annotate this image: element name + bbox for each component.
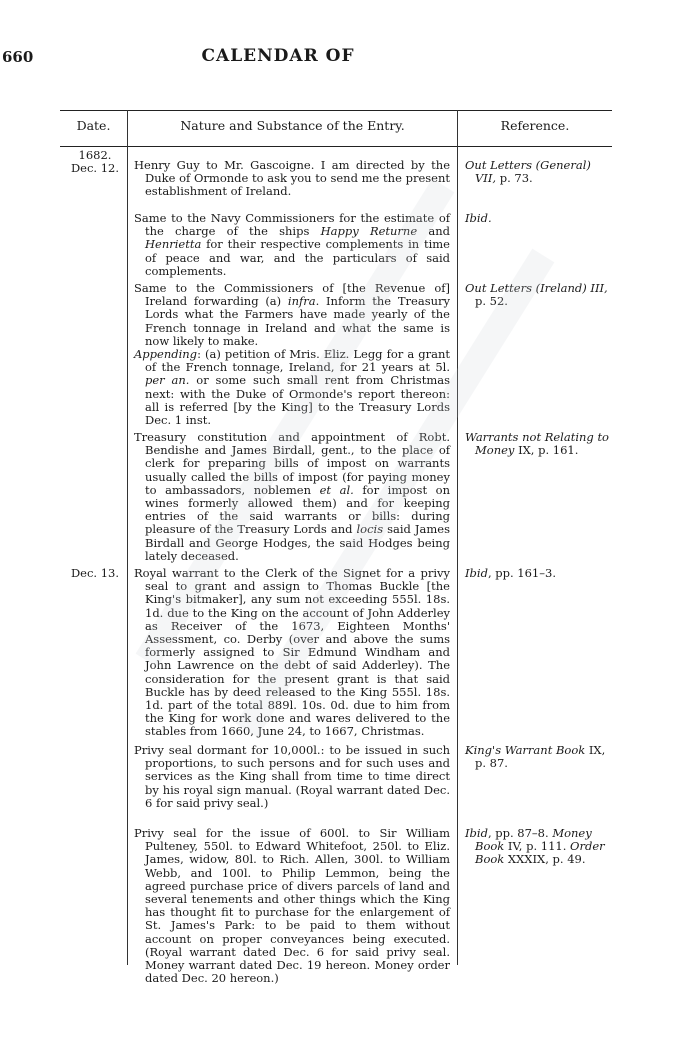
reference-page: , pp. 87–8. bbox=[487, 826, 553, 840]
reference-source: Ibid bbox=[465, 826, 488, 840]
reference-page: p. 52. bbox=[475, 294, 508, 309]
column-header-reference: Reference. bbox=[500, 118, 570, 133]
page-number: 660 bbox=[2, 48, 34, 66]
entry-text: . Inform the Treasury Lords what the Farmers have made yearly of the French tonnage in Ireland and what the same is now likely to make. bbox=[145, 294, 450, 348]
reference-source: Order Book bbox=[475, 839, 605, 867]
date-year: 1682. bbox=[78, 148, 112, 162]
entry-3 bbox=[134, 282, 450, 427]
entry-text: Privy seal for the issue of 600l. to Sir William Pulteney, 550l. to Edward Whitefoot, 250l. to Eliz. James, widow, 80l. to Rich. Allen, 300l. to William Webb, and 100l. to Philip Lemmon, being the agreed purchase price of divers parcels of land and several tenements and other things which the King has thought fit to purchase for the enlargement of St. James's Park: to be paid to them without account on proper conveyances being executed. (Royal warrant dated Dec. 6 for said privy seal. Money warrant dated Dec. 19 hereon. Money order dated Dec. 20 hereon.) bbox=[134, 826, 450, 986]
reference-7 bbox=[465, 827, 613, 867]
reference-page: IV, p. 111. bbox=[504, 839, 571, 854]
reference-source: Out Letters (Ireland) III, bbox=[465, 281, 608, 295]
reference-source: Ibid bbox=[465, 566, 488, 580]
entry-text: Henry Guy to Mr. Gascoigne. I am directed by the Duke of Ormonde to ask you to send me the present establishment of Ireland. bbox=[134, 158, 450, 199]
entry-5 bbox=[134, 567, 450, 739]
entry-text: Same to the Commissioners of [the Revenue of] Ireland forwarding (a) bbox=[134, 281, 450, 309]
entry-6 bbox=[134, 744, 450, 810]
reference-source: King's Warrant Book bbox=[465, 743, 586, 757]
reference-source: Money Book bbox=[475, 826, 592, 854]
entry-4 bbox=[134, 431, 450, 563]
ship-name: Happy Returne bbox=[320, 224, 418, 239]
entry-text: Treasury constitution and appointment of Robt. Bendishe and James Birdall, gent., to the place of clerk for preparing bills of impost on warrants usually called the bills of impost (for paying money to ambassadors, noblemen bbox=[134, 430, 450, 497]
date-dec-13: Dec. 13. bbox=[70, 566, 120, 580]
entry-text: for their respective complements in time of peace and war, and the particulars of said complements. bbox=[145, 237, 450, 278]
column-divider-reference bbox=[457, 110, 458, 965]
reference-source: Out Letters (General) VII, bbox=[465, 158, 591, 186]
entry-text: for impost on wines formerly allowed them) and for keeping entries of the said warrants or bills: during pleasure of the Treasury Lords and bbox=[145, 482, 450, 537]
appending-label: Appending bbox=[134, 347, 198, 362]
column-header-date: Date. bbox=[76, 118, 111, 133]
date-dec-12: Dec. 12. bbox=[70, 161, 120, 175]
entry-2 bbox=[134, 212, 450, 278]
column-divider-date bbox=[127, 110, 128, 965]
latin-term: et al. bbox=[319, 482, 354, 497]
entry-1 bbox=[134, 159, 450, 199]
entry-text: Same to the Navy Commissioners for the estimate of the charge of the ships bbox=[134, 211, 450, 239]
table-top-rule bbox=[60, 110, 612, 111]
reference-2 bbox=[465, 212, 613, 225]
reference-4 bbox=[465, 431, 613, 457]
table-header-rule bbox=[60, 146, 612, 147]
latin-term: locis bbox=[356, 522, 384, 537]
reference-page: , pp. 161–3. bbox=[487, 566, 556, 580]
entry-text: : (a) petition of Mris. Eliz. Legg for a grant of the French tonnage, Ireland, for 21 years at 5l. bbox=[145, 347, 450, 375]
latin-term: per an. bbox=[145, 373, 190, 388]
entry-7 bbox=[134, 827, 450, 985]
reference-5 bbox=[465, 567, 613, 580]
reference-1 bbox=[465, 159, 613, 185]
reference-page: IX, p. 87. bbox=[475, 743, 606, 771]
entry-text: and bbox=[417, 224, 451, 239]
latin-term: infra bbox=[287, 294, 316, 309]
reference-3 bbox=[465, 282, 613, 308]
entry-text: said James Birdall and George Hodges, the said Hodges being lately deceased. bbox=[145, 522, 450, 563]
entry-text: or some such small rent from Christmas next: with the Duke of Ormonde's report thereon: all is referred [by the King] to the Treasury Lords Dec. 1 inst. bbox=[145, 373, 450, 428]
reference-page: XXXIX, p. 49. bbox=[504, 852, 586, 867]
column-header-nature: Nature and Substance of the Entry. bbox=[180, 118, 405, 133]
reference-page: IX, p. 161. bbox=[514, 443, 579, 458]
reference-source: Warrants not Relating to Money bbox=[465, 430, 609, 458]
reference-source: Ibid. bbox=[465, 211, 492, 225]
entry-text: Privy seal dormant for 10,000l.: to be issued in such proportions, to such persons and for such uses and services as the King shall from time to time direct by his royal sign manual. (Royal warrant dated Dec. 6 for said privy seal.) bbox=[134, 743, 450, 810]
running-title: CALENDAR OF bbox=[201, 46, 355, 66]
ship-name: Henrietta bbox=[145, 237, 202, 252]
reference-6 bbox=[465, 744, 613, 770]
reference-page: p. 73. bbox=[496, 171, 533, 186]
entry-text: Royal warrant to the Clerk of the Signet for a privy seal to grant and assign to Thomas Buckle [the King's bitmaker], any sum not exceeding 555l. 18s. 1d. due to the King on the account of John Adderley as Receiver of the 1673, Eighteen Months' Assessment, co. Derby (over and above the sums formerly assigned to Sir Edmund Windham and John Lawrence on the debt of said Adderley). The consideration for the present grant is that said Buckle has by deed released to the King 555l. 18s. 1d. part of the total 889l. 10s. 0d. due to him from the King for work done and wares delivered to the stables from 1660, June 24, to 1667, Christmas. bbox=[134, 566, 450, 739]
